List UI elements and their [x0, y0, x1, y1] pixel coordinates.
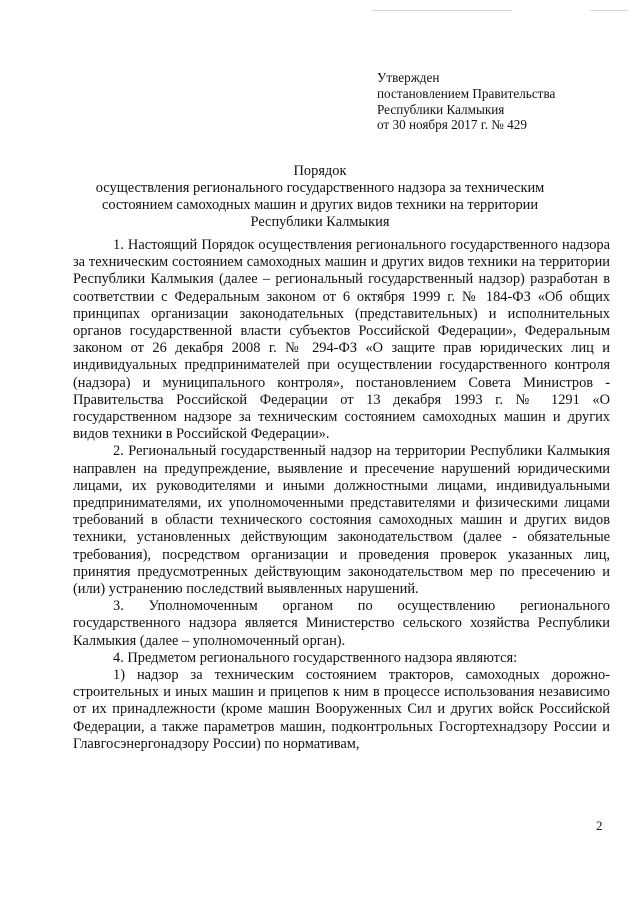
document-body	[73, 237, 610, 753]
approval-line: от 30 ноября 2017 г. № 429	[377, 117, 527, 133]
paragraph-2: 2. Региональный государственный надзор на территории Республики Калмыкия направлен на предупреждение, выявление и пресечение нарушений юридическими лицами, их руководителями и иными должностными лицами, индивидуальными предпринимателями, их уполномоченными представителями и физическими лицами требований в области технического состояния самоходных машин и других видов техники, установленных действующим законодательством (далее - обязательные требования), посредством организации и проведения проверок указанных лиц, принятия предусмотренных действующим законодательством мер по пресечению и (или) устранению последствий выявленных нарушений.	[73, 443, 610, 598]
approval-line: Республики Калмыкия	[377, 101, 505, 117]
scan-artifact-line	[372, 10, 512, 11]
paragraph-3: 3. Уполномоченным органом по осуществлению регионального государственного надзора является Министерство сельского хозяйства Республики Калмыкия (далее – уполномоченный орган).	[73, 598, 610, 649]
title-line: состоянием самоходных машин и других видов техники на территории	[101, 197, 539, 213]
paragraph-1: 1. Настоящий Порядок осуществления регионального государственного надзора за техническим состоянием самоходных машин и других видов техники на территории Республики Калмыкия (далее – региональный государственный надзор) разработан в соответствии с Федеральным законом от 6 октября 1999 г. № 184-ФЗ «Об общих принципах организации законодательных (представительных) и исполнительных органов государственной власти субъектов Российской Федерации», Федеральным законом от 26 декабря 2008 г. № 294-ФЗ «О защите прав юридических лиц и индивидуальных предпринимателей при осуществлении государственного контроля (надзора) и муниципального контроля», постановлением Совета Министров - Правительства Российской Федерации от 13 декабря 1993 г. № 1291 «О государственном надзоре за техническим состоянием самоходных машин и других видов техники в Российской Федерации».	[73, 237, 610, 443]
paragraph-4: 4. Предметом регионального государственного надзора являются:	[113, 649, 518, 666]
approval-line: постановлением Правительства	[377, 85, 556, 101]
page-number: 2	[596, 818, 603, 833]
title-line: Республики Калмыкия	[250, 214, 390, 230]
approval-line: Утвержден	[377, 70, 440, 85]
scan-artifact-line	[590, 10, 628, 11]
approval-stamp	[377, 70, 555, 133]
document-title	[60, 163, 580, 231]
title-line: осуществления регионального государственного надзора за техническим	[95, 180, 545, 196]
paragraph-5: 1) надзор за техническим состоянием тракторов, самоходных дорожно-строительных и иных машин и прицепов к ним в процессе использования независимо от их принадлежности (кроме машин Вооруженных Сил и других войск Российской Федерации, а также параметров машин, подконтрольных Госгортехнадзору России и Главгосэнергонадзору России) по нормативам,	[73, 667, 610, 752]
title-line: Порядок	[293, 163, 347, 179]
